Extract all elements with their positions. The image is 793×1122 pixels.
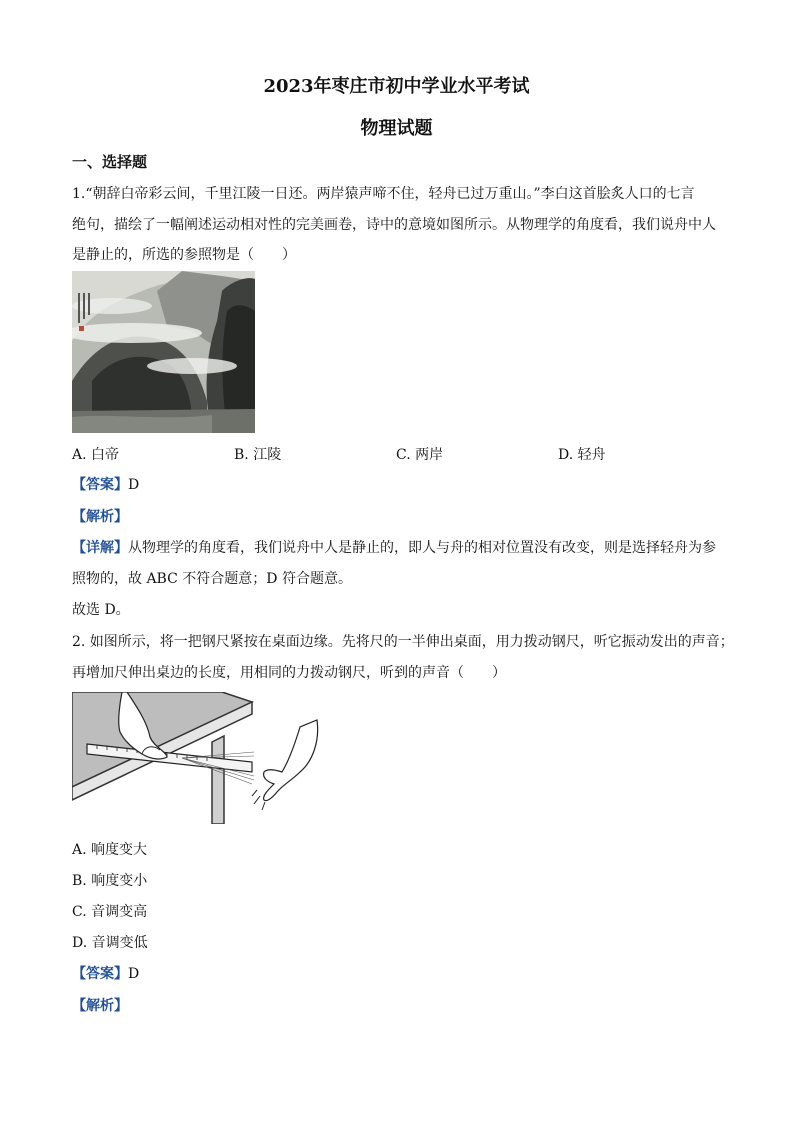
q1-detail-line-1 xyxy=(72,537,716,557)
section-heading: 一、选择题 xyxy=(72,153,148,171)
analysis-label: 【解析】 xyxy=(72,998,128,1014)
q1-detail-line-2: 照物的，故 ABC 不符合题意；D 符合题意。 xyxy=(72,571,352,587)
analysis-label: 【解析】 xyxy=(72,509,128,525)
ruler-on-table-illustration xyxy=(72,692,322,824)
q1-stem-line-2: 绝句，描绘了一幅阐述运动相对性的完美画卷，诗中的意境如图所示。从物理学的角度看，我们说舟中人 xyxy=(72,217,716,233)
answer-value: D xyxy=(128,477,140,493)
q1-conclusion: 故选 D。 xyxy=(72,602,130,618)
q1-option-b[interactable]: B. 江陵 xyxy=(234,447,282,463)
q1-option-a[interactable]: A. 白帝 xyxy=(72,447,120,463)
exam-subtitle: 物理试题 xyxy=(360,118,433,139)
q1-analysis-label xyxy=(72,506,128,526)
q1-option-c[interactable]: C. 两岸 xyxy=(396,447,444,463)
answer-value: D xyxy=(128,966,140,982)
q2-answer xyxy=(72,963,139,983)
q2-analysis-label xyxy=(72,995,128,1015)
landscape-painting-image xyxy=(72,271,255,433)
answer-label: 【答案】 xyxy=(72,477,128,493)
exam-title: 2023年枣庄市初中学业水平考试 xyxy=(263,76,530,97)
detail-label: 【详解】 xyxy=(72,540,128,556)
q1-stem-line-3: 是静止的，所选的参照物是（ ） xyxy=(72,247,296,263)
q1-stem-line-1: 1.“朝辞白帝彩云间，千里江陵一日还。两岸猿声啼不住，轻舟已过万重山。”李白这首脍炙人口的七言 xyxy=(72,186,695,202)
q2-option-b[interactable]: B. 响度变小 xyxy=(72,873,148,889)
q2-stem-line-1: 2. 如图所示，将一把钢尺紧按在桌面边缘。先将尺的一半伸出桌面，用力拨动钢尺，听它振动发出的声音； xyxy=(72,634,734,650)
q2-option-c[interactable]: C. 音调变高 xyxy=(72,904,148,920)
answer-label: 【答案】 xyxy=(72,966,128,982)
q2-option-d[interactable]: D. 音调变低 xyxy=(72,935,148,951)
q2-stem-line-2: 再增加尺伸出桌边的长度，用相同的力拨动钢尺，听到的声音（ ） xyxy=(72,665,506,681)
q2-option-a[interactable]: A. 响度变大 xyxy=(72,842,148,858)
detail-text-1: 从物理学的角度看，我们说舟中人是静止的，即人与舟的相对位置没有改变，则是选择轻舟为参 xyxy=(128,540,716,556)
q1-answer xyxy=(72,474,139,494)
q1-option-d[interactable]: D. 轻舟 xyxy=(558,447,606,463)
